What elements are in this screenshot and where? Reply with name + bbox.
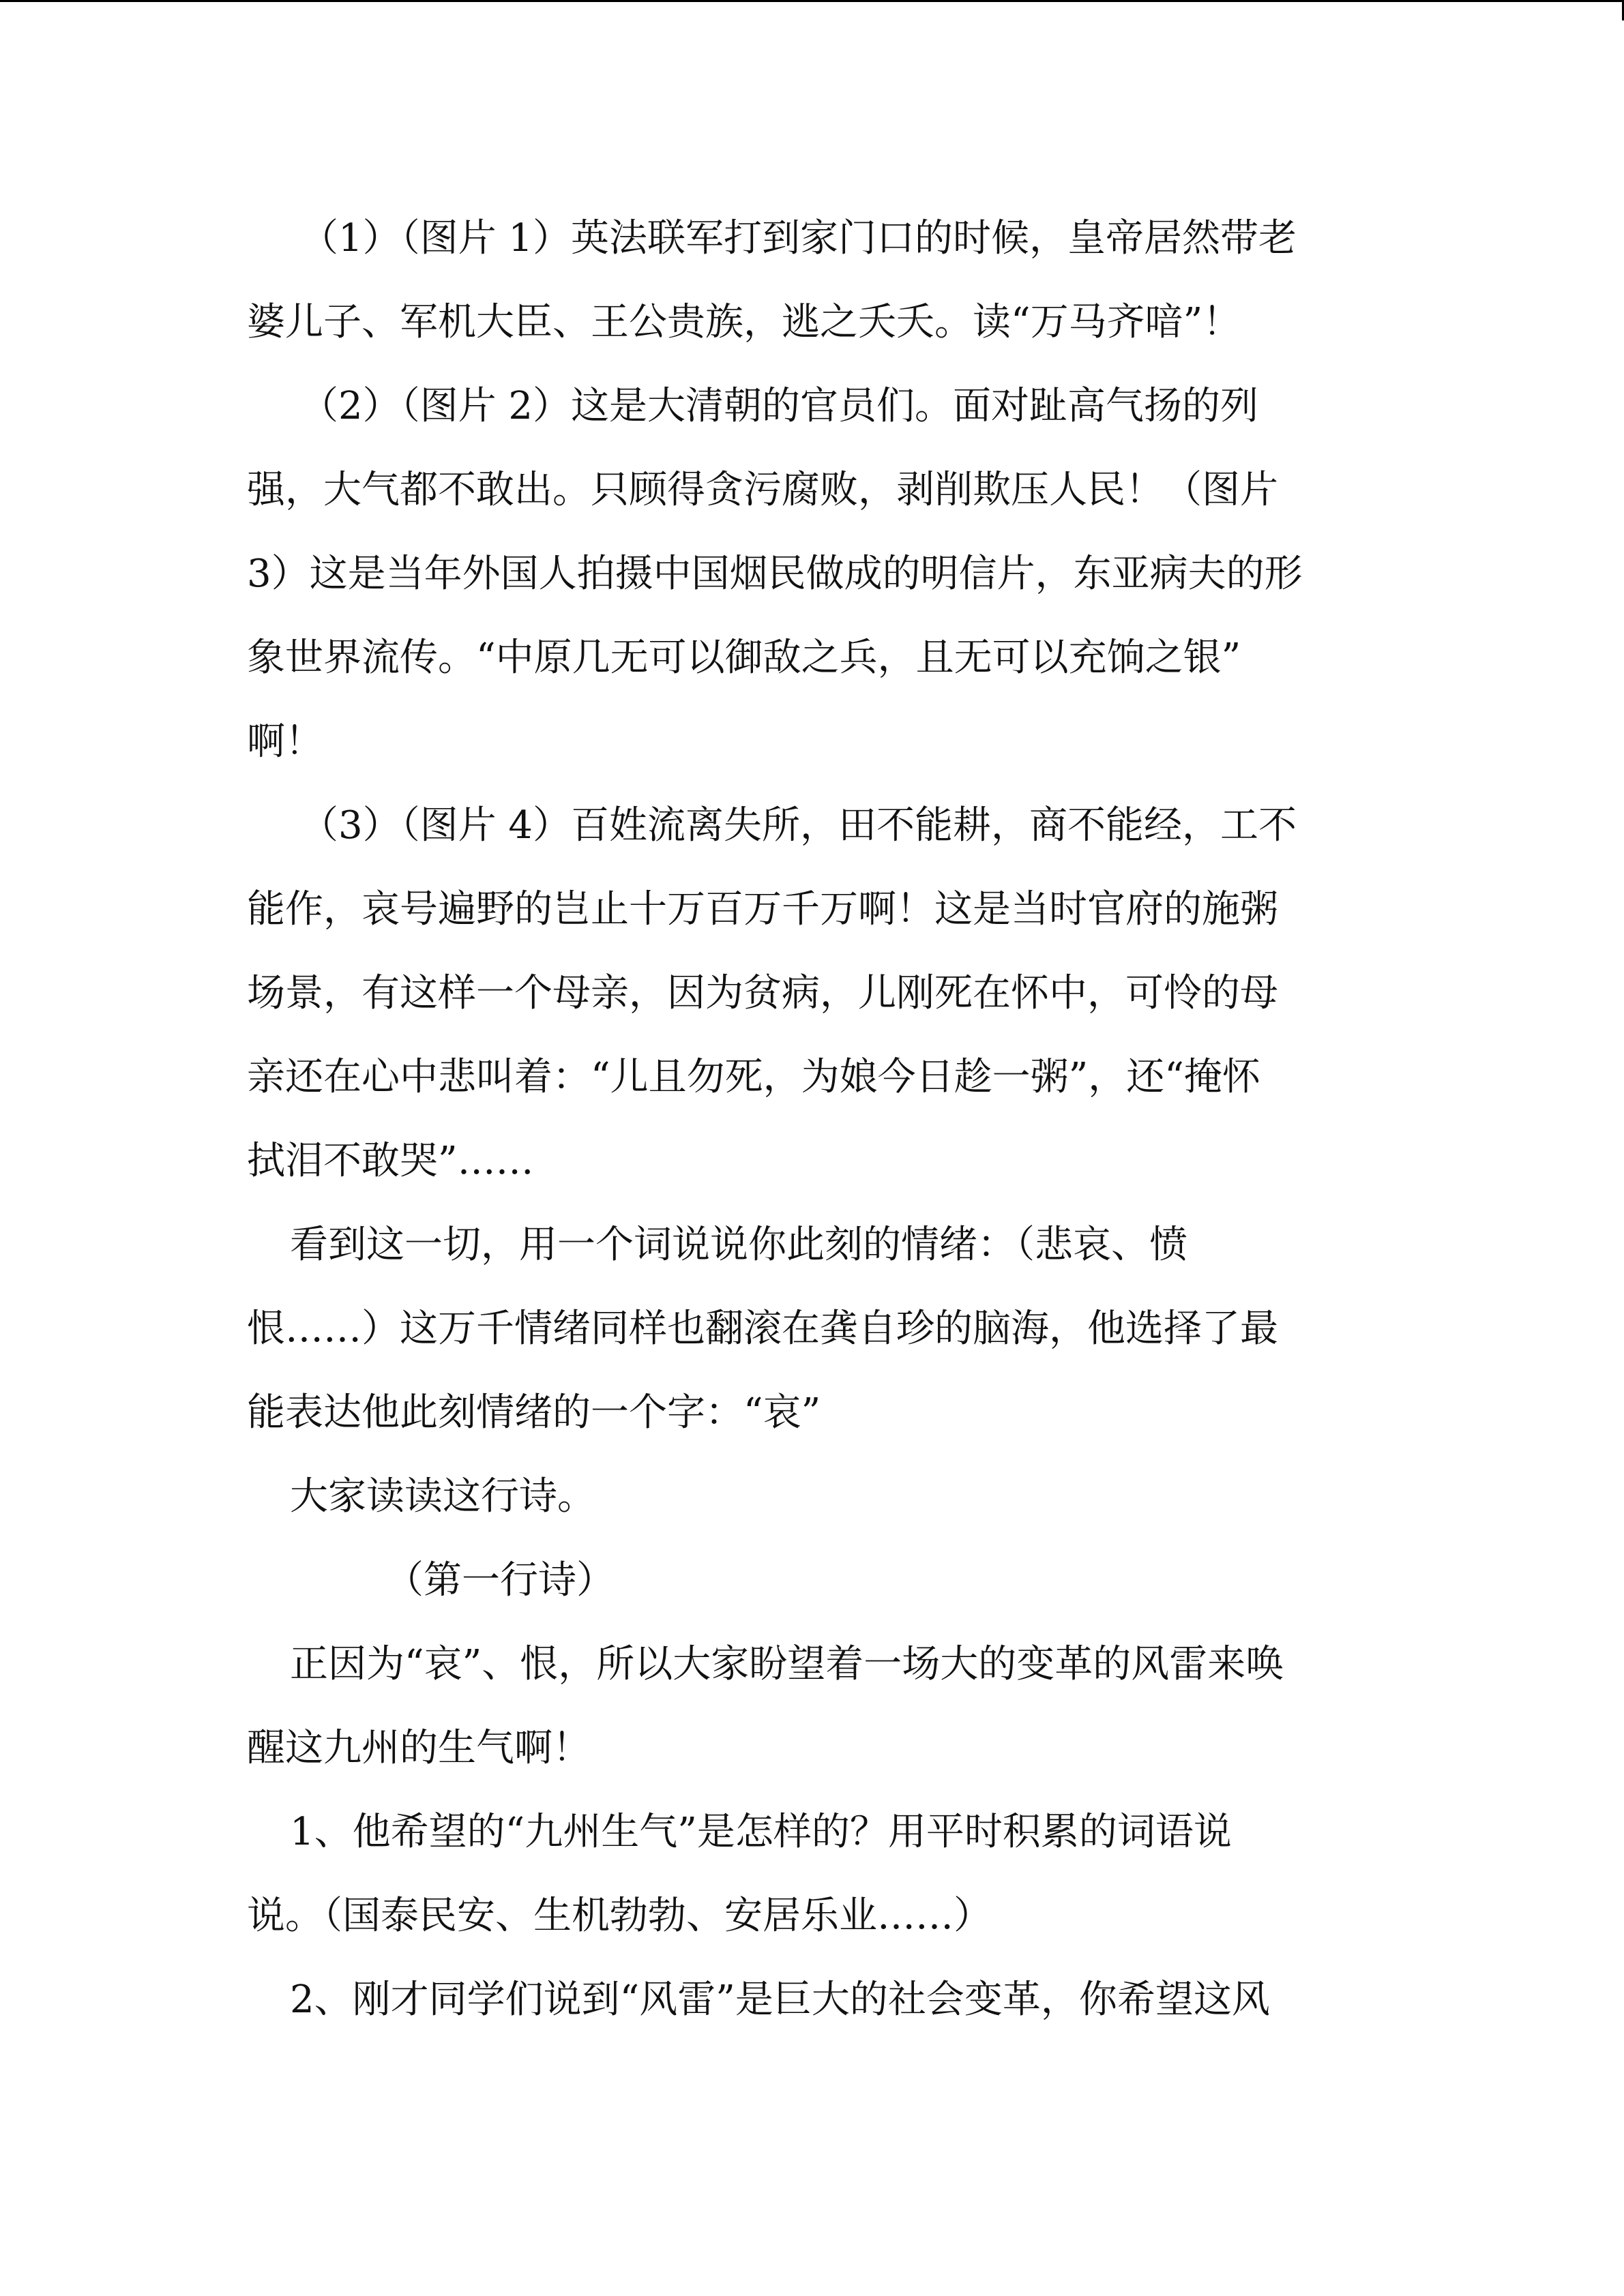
paragraph-6-line-1: 正因为“哀”、恨，所以大家盼望着一场大的变革的风雷来唤 [290, 1642, 1284, 1686]
poem-line-label: （第一行诗） [385, 1558, 615, 1602]
paragraph-3-line-2: 能作，哀号遍野的岂止十万百万千万啊！这是当时官府的施粥 [247, 887, 1278, 931]
paragraph-1-line-2: 婆儿子、军机大臣、王公贵族，逃之夭夭。读“万马齐喑”！ [247, 300, 1241, 344]
question-1-line-2: 说。（国泰民安、生机勃勃、安居乐业……） [247, 1894, 992, 1938]
paragraph-3-line-5: 拭泪不敢哭”…… [247, 1139, 534, 1183]
paragraph-4-line-3: 能表达他此刻情绪的一个字：“哀” [247, 1390, 821, 1435]
paragraph-3-line-1: （3）（图片 4）百姓流离失所，田不能耕，商不能经，工不 [300, 803, 1297, 848]
question-2-line-1: 2、刚才同学们说到“风雷”是巨大的社会变革，你希望这风 [290, 1978, 1270, 2022]
paragraph-1-line-1: （1）（图片 1）英法联军打到家门口的时候，皇帝居然带老 [300, 216, 1297, 260]
paragraph-2-line-1: （2）（图片 2）这是大清朝的官员们。面对趾高气扬的列 [300, 384, 1259, 428]
paragraph-3-line-4: 亲还在心中悲叫着：“儿且勿死，为娘今日趁一粥”，还“掩怀 [247, 1055, 1260, 1099]
paragraph-2-line-5: 啊！ [247, 719, 323, 764]
paragraph-2-line-4: 象世界流传。“中原几无可以御敌之兵，且无可以充饷之银” [247, 636, 1241, 680]
paragraph-2-line-2: 强，大气都不敢出。只顾得贪污腐败，剥削欺压人民！（图片 [247, 468, 1278, 512]
paragraph-2-line-3: 3）这是当年外国人拍摄中国烟民做成的明信片，东亚病夫的形 [247, 552, 1303, 596]
paragraph-4-line-1: 看到这一切，用一个词说说你此刻的情绪：（悲哀、愤 [290, 1223, 1187, 1267]
paragraph-6-line-2: 醒这九州的生气啊！ [247, 1726, 591, 1770]
paragraph-3-line-3: 场景，有这样一个母亲，因为贫病，儿刚死在怀中，可怜的母 [247, 971, 1278, 1015]
question-1-line-1: 1、他希望的“九州生气”是怎样的？用平时积累的词语说 [290, 1810, 1232, 1854]
paragraph-4-line-2: 恨……）这万千情绪同样也翻滚在龚自珍的脑海，他选择了最 [247, 1307, 1278, 1351]
paragraph-5: 大家读读这行诗。 [290, 1474, 595, 1519]
